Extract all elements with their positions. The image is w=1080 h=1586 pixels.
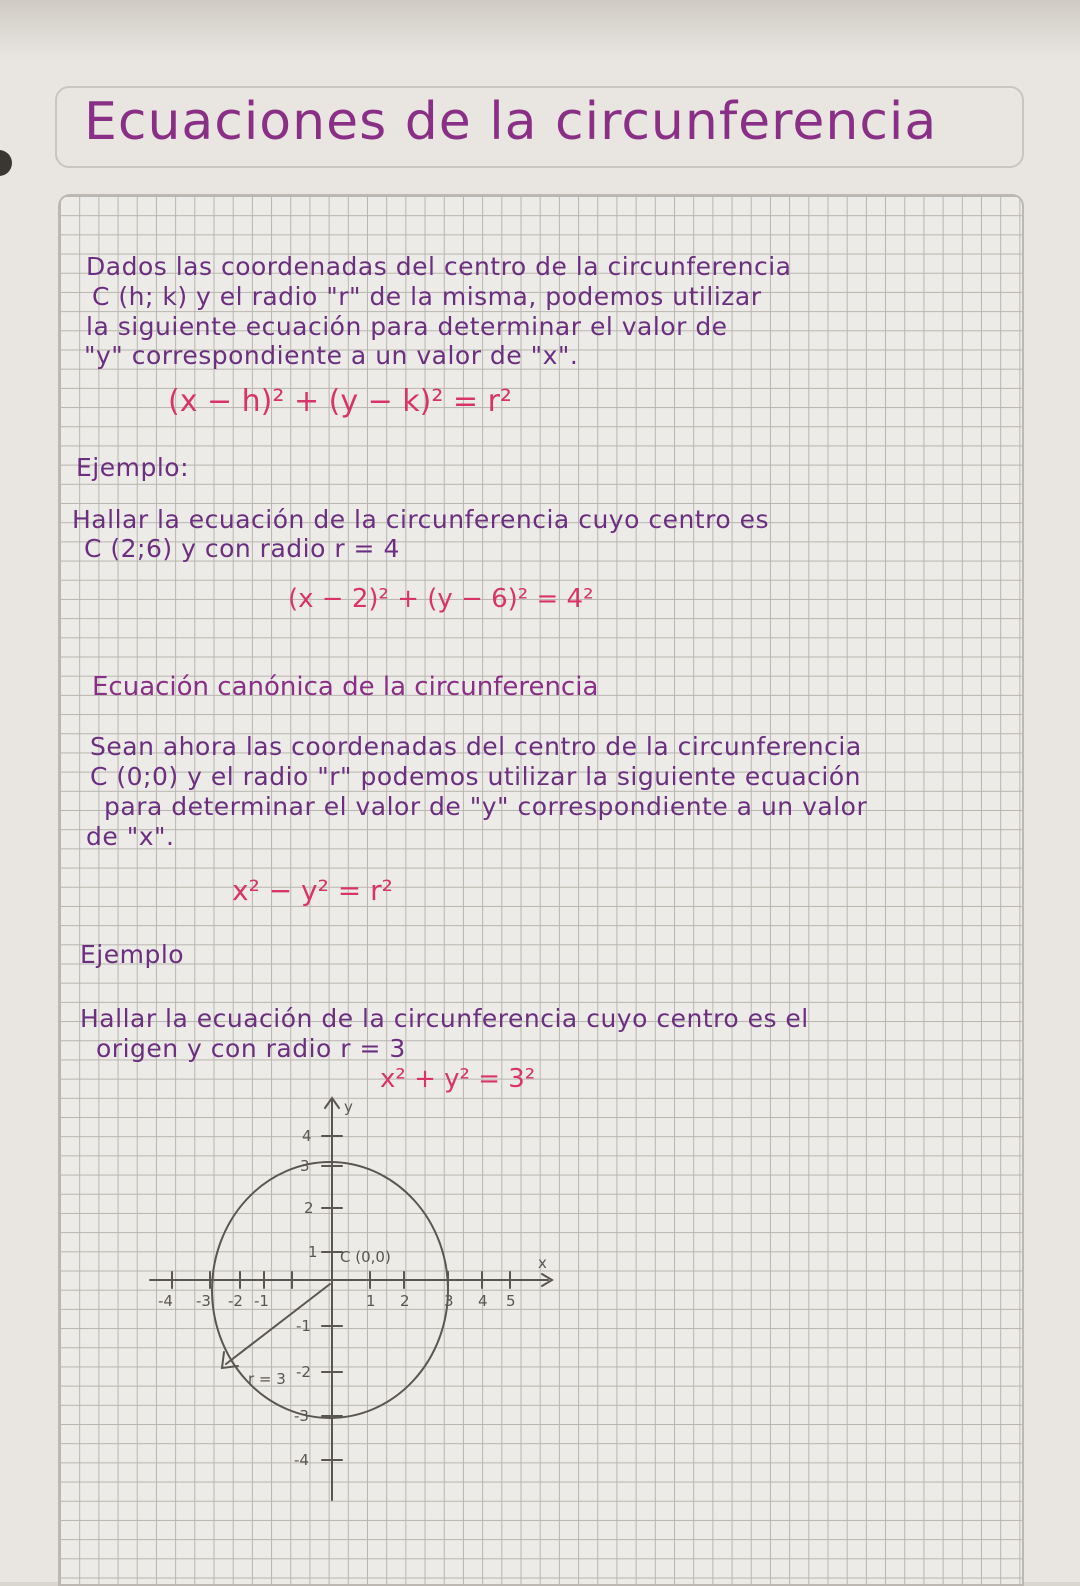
y-tick-neg2: -2 bbox=[296, 1363, 311, 1381]
intro-line-2: C (h; k) y el radio "r" de la misma, podemos utilizar bbox=[92, 282, 762, 311]
x-tick-3: 3 bbox=[444, 1292, 454, 1310]
example2-line-2: origen y con radio r = 3 bbox=[96, 1034, 406, 1063]
canonical-line-1: Sean ahora las coordenadas del centro de la circunferencia bbox=[90, 732, 862, 761]
example2-heading: Ejemplo bbox=[80, 940, 185, 969]
x-tick-neg3: -3 bbox=[196, 1292, 211, 1310]
center-label: C (0,0) bbox=[340, 1248, 391, 1266]
y-axis-label: y bbox=[344, 1098, 353, 1116]
canonical-formula: x² − y² = r² bbox=[232, 874, 393, 907]
y-tick-neg3: -3 bbox=[294, 1407, 309, 1425]
x-axis-label: x bbox=[538, 1254, 547, 1272]
y-tick-neg4: -4 bbox=[294, 1451, 309, 1469]
intro-line-1: Dados las coordenadas del centro de la circunferencia bbox=[86, 252, 792, 281]
radius-label: r = 3 bbox=[248, 1370, 286, 1388]
x-tick-neg2: -2 bbox=[228, 1292, 243, 1310]
canonical-line-3: para determinar el valor de "y" correspondiente a un valor bbox=[104, 792, 868, 821]
intro-line-3: la siguiente ecuación para determinar el valor de bbox=[86, 312, 728, 341]
y-tick-3: 3 bbox=[300, 1157, 310, 1175]
intro-line-4: "y" correspondiente a un valor de "x". bbox=[84, 341, 579, 370]
y-tick-neg1: -1 bbox=[296, 1317, 311, 1335]
y-tick-4: 4 bbox=[302, 1127, 312, 1145]
x-tick-5: 5 bbox=[506, 1292, 516, 1310]
y-tick-1: 1 bbox=[308, 1243, 318, 1261]
x-tick-2: 2 bbox=[400, 1292, 410, 1310]
example2-line-1: Hallar la ecuación de la circunferencia cuyo centro es el bbox=[80, 1004, 809, 1033]
general-formula: (x − h)² + (y − k)² = r² bbox=[168, 384, 512, 419]
x-tick-neg1: -1 bbox=[254, 1292, 269, 1310]
canonical-heading: Ecuación canónica de la circunferencia bbox=[92, 672, 599, 702]
example1-line-1: Hallar la ecuación de la circunferencia cuyo centro es bbox=[72, 505, 769, 534]
x-tick-4: 4 bbox=[478, 1292, 488, 1310]
y-tick-2: 2 bbox=[304, 1199, 314, 1217]
example1-heading: Ejemplo: bbox=[76, 453, 190, 482]
x-tick-neg4: -4 bbox=[158, 1292, 173, 1310]
canonical-line-2: C (0;0) y el radio "r" podemos utilizar la siguiente ecuación bbox=[90, 762, 861, 791]
example2-formula: x² + y² = 3² bbox=[380, 1064, 536, 1094]
example1-line-2: C (2;6) y con radio r = 4 bbox=[84, 534, 400, 563]
x-tick-1: 1 bbox=[366, 1292, 376, 1310]
canonical-line-4: de "x". bbox=[86, 822, 175, 851]
example1-formula: (x − 2)² + (y − 6)² = 4² bbox=[288, 584, 594, 614]
page-title: Ecuaciones de la circunferencia bbox=[84, 92, 938, 152]
